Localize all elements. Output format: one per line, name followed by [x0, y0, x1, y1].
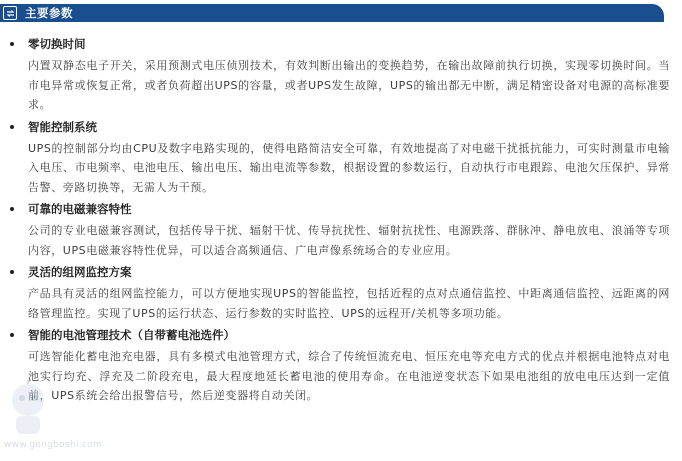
- feature-title: [10, 198, 670, 220]
- bullet-icon: [10, 125, 14, 129]
- feature-description: 可选智能化蓄电池充电器，具有多模式电池管理方式，综合了传统恒流充电、恒压充电等充电方式的优点并根据电池特点对电池实行均充、浮充及二阶段充电，最大程度地延长蓄电池的使用寿命。在电池逆变状态下如果电池组的放电电压达到一定值前，UPS系统会给出报警信号，然后逆变器将自动关闭。: [28, 350, 670, 402]
- feature-title: [10, 116, 670, 138]
- feature-item-smart-control: [10, 116, 670, 198]
- feature-list: [10, 33, 670, 407]
- watermark-text: www.gongboshi.com: [4, 440, 103, 450]
- feature-title-text: 灵活的组网监控方案: [28, 265, 132, 279]
- feature-item-emc: [10, 198, 670, 260]
- feature-title-text: 智能的电池管理技术（自带蓄电池选件）: [28, 328, 235, 342]
- feature-title: [10, 33, 670, 55]
- feature-description: 产品具有灵活的组网监控能力，可以方便地实现UPS的智能监控，包括近程的点对点通信监控、中距离通信监控、远距离的网络管理监控。实现了UPS的运行状态、运行参数的实时监控、UPS的远程开/关机等多项功能。: [28, 287, 670, 320]
- feature-title-text: 零切换时间: [28, 37, 86, 51]
- feature-title-text: 智能控制系统: [28, 119, 97, 134]
- feature-item-zero-switch: [10, 33, 670, 115]
- feature-title: [10, 261, 670, 283]
- bullet-icon: [10, 333, 14, 337]
- feature-item-network-monitor: [10, 261, 670, 323]
- feature-item-battery-management: [10, 324, 670, 406]
- swap-icon: [3, 6, 17, 20]
- bullet-icon: [10, 270, 14, 274]
- feature-description: UPS的控制部分均由CPU及数字电路实现的，使得电路简洁安全可靠，有效地提高了对电磁干扰抵抗能力，可实时测量市电输入电压、市电频率、电池电压、输出电压、输出电流等参数，根据设置的参数运行，自动执行市电跟踪、电池欠压保护、异常告警、旁路切换等，无需人为干预。: [28, 141, 670, 194]
- feature-title-text: 可靠的电磁兼容特性: [28, 202, 132, 216]
- feature-description: 内置双静态电子开关，采用预测式电压侦別技术，有效判断出输出的变换趋势，在输出故障前执行切换，实现零切换时间。当市电异常或恢复正常，或者负荷超出UPS的容量，或者UPS发生故障，UPS的输出都无中断，满足精密设备对电源的高标准要求。: [28, 59, 670, 111]
- section-header: [0, 4, 664, 22]
- feature-description: 公司的专业电磁兼容测试，包括传导干扰、辐射干忧、传导抗扰性、辐射抗扰性、电源跌落、群脉冲、静电放电、浪涌等专项内容，UPS电磁兼容特性优异，可以适合高频通信、广电声像系统场合的专业应用。: [28, 224, 670, 257]
- bullet-icon: [10, 42, 14, 46]
- bullet-icon: [10, 207, 14, 211]
- section-title: 主要参数: [25, 6, 73, 20]
- feature-title: [10, 324, 670, 346]
